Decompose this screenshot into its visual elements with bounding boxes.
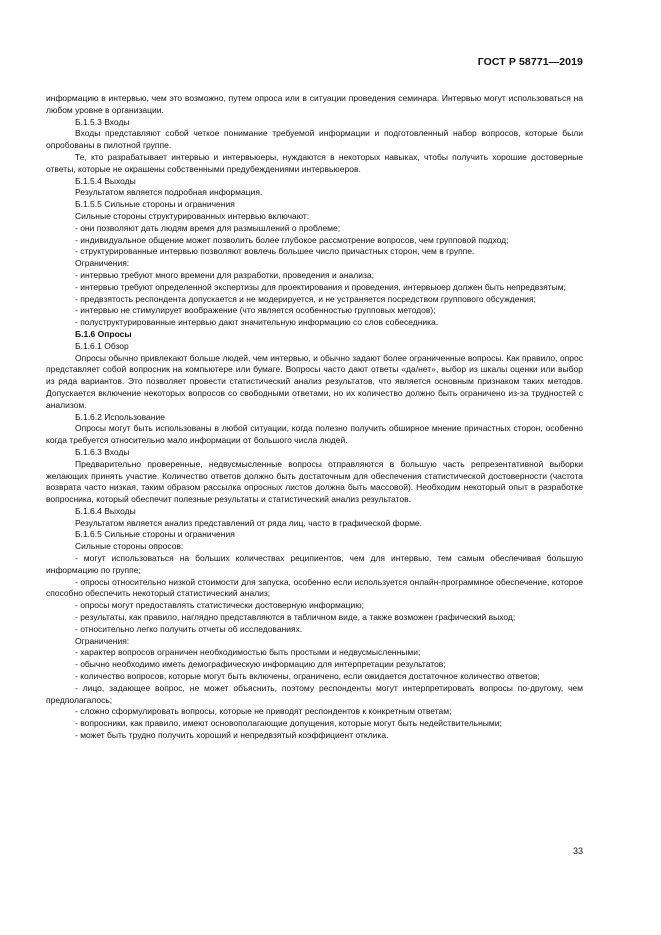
list-item: - результаты, как правило, наглядно представляются в табличном виде, а также возможен графический выход; (75, 612, 516, 623)
list-item: - опросы относительно низкой стоимости для запуска, особенно если используется онлайн-программное обеспечение, которое способно обеспечить некоторый статистический анализ; (46, 576, 583, 599)
list-item: - вопросники, как правило, имеют основополагающие допущения, которые могут быть недействительными; (75, 718, 502, 729)
list-item: - опросы могут предоставлять статистически достоверную информацию; (75, 600, 364, 611)
list-item: - обычно необходимо иметь демографическую информацию для интерпретации результатов; (75, 659, 446, 670)
section-heading: Б.1.6.2 Использование (75, 411, 165, 422)
paragraph: Результатом является анализ представлений от ряда лиц, часто в графической форме. (75, 517, 422, 528)
list-item: - предвзятость респондента допускается и не модерируется, и не устраняется посредством группового обсуждения; (75, 293, 536, 304)
list-item: - могут использоваться на больших количествах реципиентов, чем для интервью, тем самым обеспечивая большую информацию по группе; (46, 553, 583, 575)
paragraph: Входы представляют собой четкое понимание требуемой информации и подготовленный набор вопросов, которые были опробованы в пилотной группе. (46, 128, 583, 151)
section-heading: Б.1.6.5 Сильные стороны и ограничения (75, 529, 235, 540)
list-item: - индивидуальное общение может позволить более глубокое рассмотрение вопросов, чем групповой подход; (75, 234, 509, 245)
list-item: - характер вопросов ограничен необходимостью быть простыми и недвусмысленными; (75, 647, 421, 658)
paragraph: Опросы могут быть использованы в любой ситуации, когда полезно получить обширное мнение причастных сторон, особенно когда требуется относительно мало информации от большого числа людей. (46, 423, 583, 446)
section-title: Б.1.6 Опросы (75, 328, 132, 339)
list-item: - сложно сформулировать вопросы, которые не приводят респондентов к конкретным ответам; (75, 706, 452, 717)
list-item: - интервью не стимулирует воображение (что является особенностью групповых методов); (75, 305, 436, 316)
list-item: - структурированные интервью позволяют вовлечь большее число причастных сторон, чем в группе. (75, 246, 475, 257)
standard-header: ГОСТ Р 58771—2019 (477, 56, 583, 68)
section-heading: Б.1.6.1 Обзор (75, 340, 129, 351)
body-text (46, 93, 583, 742)
paragraph: Ограничения: (75, 258, 130, 269)
list-item: - интервью требуют много времени для разработки, проведения и анализа; (75, 269, 374, 280)
list-item: - полуструктурированные интервью дают значительную информацию со слов собеседника. (75, 317, 439, 328)
list-item: - может быть трудно получить хороший и непредвзятый коэффициент отклика. (75, 730, 389, 741)
paragraph: Результатом является подробная информация. (75, 187, 263, 198)
list-item: - интервью требуют определенной экспертизы для проектирования и проведения, интервьюер должен быть непредвзятым; (75, 281, 566, 292)
paragraph: Те, кто разрабатывает интервью и интервьюеры, нуждаются в некоторых навыках, чтобы получить хорошие достоверные ответы, которые не окрашены собственными предубеждениями интервьюеров. (46, 151, 583, 174)
page-number: 33 (572, 846, 583, 856)
paragraph: Сильные стороны структурированных интервью включают: (75, 210, 310, 221)
section-heading: Б.1.6.3 Входы (75, 446, 130, 457)
list-item: - они позволяют дать людям время для размышлений о проблеме; (75, 222, 341, 233)
section-heading: Б.1.5.3 Входы (75, 116, 130, 127)
paragraph: Ограничения: (75, 635, 130, 646)
paragraph: Сильные стороны опросов: (75, 541, 184, 552)
paragraph: Опросы обычно привлекают больше людей, чем интервью, и обычно задают более ограниченные вопросы. Как правило, опрос представляет собой вопросник на компьютере или бумаге. Вопросы часто дают ответы «да/нет», выбор из шкалы оценки или выбор из ряда вариантов. Это позволяет провести статистический анализ результатов, что является основным признаком таких методов. Допускается включение некоторых вопросов со свободными ответами, но их количество должно быть ограничено из-за трудностей с анализом. (46, 352, 583, 410)
list-item: - относительно легко получить отчеты об исследованиях. (75, 623, 303, 634)
section-heading: Б.1.5.4 Выходы (75, 175, 136, 186)
paragraph: информацию в интервью, чем это возможно, путем опроса или в ситуации проведения семинара. Интервью могут использоваться на любом уровне в организации. (46, 93, 583, 115)
list-item: - количество вопросов, которые могут быть включены, ограничено, если ожидается достаточное количество ответов; (75, 671, 540, 682)
section-heading: Б.1.5.5 Сильные стороны и ограничения (75, 199, 235, 210)
paragraph: Предварительно проверенные, недвусмысленные вопросы отправляются в большую часть репрезентативной выборки желающих принять участие. Количество ответов должно быть достаточным для обеспечения статистической достоверности (частота возврата часто низкая, таким образом рассылка опросных листов должна быть массовой). Необходим некоторый опыт в разработке вопросника, который обеспечит полезные результаты и статистический анализ результатов. (46, 458, 583, 505)
section-heading: Б.1.6.4 Выходы (75, 505, 136, 516)
list-item: - лицо, задающее вопрос, не может объяснить, поэтому респонденты могут интерпретировать вопросы по-другому, чем предполагалось; (46, 682, 583, 705)
